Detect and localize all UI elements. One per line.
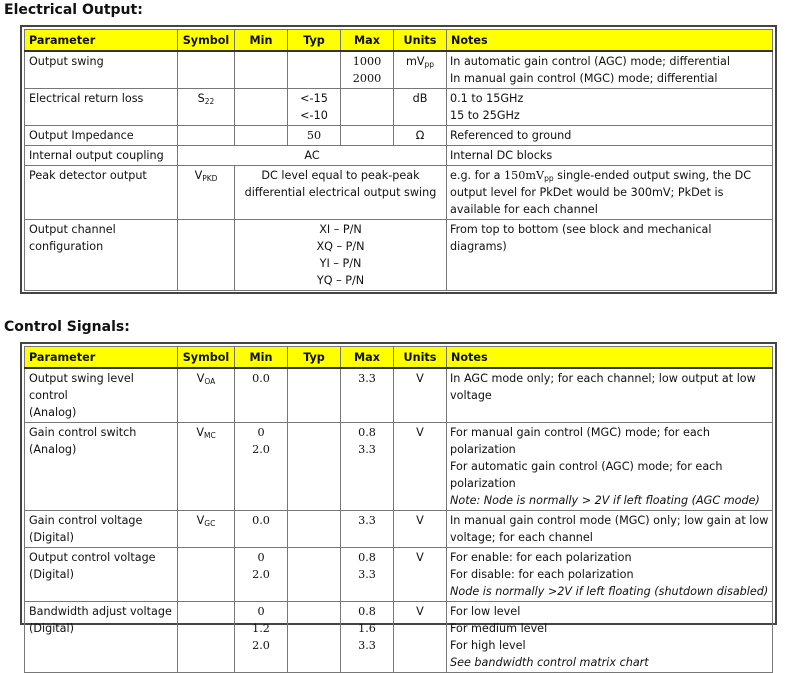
min-cell [235,51,288,89]
table-row [25,51,773,89]
typ-cell [288,511,341,548]
notes-cell [447,51,773,89]
units-cell: dB [394,89,447,126]
symbol-cell [178,51,235,89]
max-cell [341,423,394,511]
header-parameter: Parameter [25,347,178,369]
header-notes: Notes [447,347,773,369]
header-symbol: Symbol [178,30,235,52]
symbol-cell [178,368,235,423]
parameter-cell [25,548,178,602]
max-value: 0.8 [358,551,376,564]
parameter-line: Gain control switch [29,426,137,439]
units-cell: V [394,423,447,511]
typ-cell [288,548,341,602]
electrical-output-table-frame [20,25,777,294]
max-value: 3.3 [358,443,376,456]
note-line: 15 to 25GHz [450,109,520,122]
typ-cell [288,89,341,126]
units-cell: Ω [394,126,447,146]
table-row [25,126,773,146]
max-cell: 3.3 [341,368,394,423]
table-row [25,511,773,548]
parameter-line: (Digital) [29,622,75,635]
max-cell [341,126,394,146]
parameter-line: (Analog) [29,443,77,456]
symbol-base: V [196,372,205,385]
table-row [25,368,773,423]
units-cell: V [394,511,447,548]
notes-cell: In manual gain control mode (MGC) only; low gain at low voltage; for each channel [447,511,773,548]
symbol-subscript: MC [203,431,216,440]
symbol-cell [178,602,235,673]
header-units: Units [394,347,447,369]
symbol-cell [178,220,235,291]
value-line: YI – P/N [319,257,362,270]
notes-cell [447,166,773,220]
max-value: 1.6 [358,622,376,635]
symbol-subscript: OA [204,377,216,386]
typ-value: <-15 [300,92,328,105]
symbol-cell [178,423,235,511]
min-value: 1.2 [252,622,270,635]
units-base: mV [405,55,425,68]
value-line: YQ – P/N [316,274,365,287]
parameter-line: Gain control voltage [29,514,143,527]
note-subscript: pp [544,174,554,183]
typ-cell [288,423,341,511]
typ-cell [288,51,341,89]
min-cell [235,126,288,146]
max-cell [341,602,394,673]
parameter-cell: Electrical return loss [25,89,178,126]
units-cell: V [394,548,447,602]
notes-cell [447,423,773,511]
value-cell [235,166,447,220]
table-header-row [25,30,773,52]
parameter-cell [25,423,178,511]
notes-cell: Referenced to ground [447,126,773,146]
max-cell [341,548,394,602]
symbol-cell [178,89,235,126]
control-signals-table [24,346,773,673]
note-line: For disable: for each polarization [450,568,634,581]
parameter-line: Output swing level control [29,372,134,402]
note-italic: Node is normally >2V if left floating (shutdown disabled) [450,585,769,598]
electrical-output-table [24,29,773,291]
note-line: For low level [450,605,521,618]
parameter-cell: Internal output coupling [25,146,178,166]
symbol-cell [178,511,235,548]
parameter-line: (Digital) [29,568,75,581]
table-row [25,423,773,511]
table-header-row [25,347,773,369]
value-cell: AC [178,146,447,166]
note-italic: Note: Node is normally > 2V if left floating (AGC mode) [450,494,760,507]
table-row [25,146,773,166]
symbol-subscript: PKD [202,174,218,183]
notes-cell [447,602,773,673]
symbol-base: S [197,92,205,105]
symbol-base: V [196,426,204,439]
header-typ: Typ [288,347,341,369]
parameter-cell: Peak detector output [25,166,178,220]
note-line: For medium level [450,622,548,635]
table-row [25,166,773,220]
min-value: 0 [257,426,265,439]
typ-value: <-10 [300,109,328,122]
parameter-cell [25,368,178,423]
parameter-cell [25,602,178,673]
typ-cell [288,368,341,423]
table-row [25,548,773,602]
max-cell: 3.3 [341,511,394,548]
notes-cell [447,89,773,126]
min-cell [235,548,288,602]
value-line: differential electrical output swing [244,186,437,199]
header-min: Min [235,347,288,369]
min-value: 2.0 [252,639,270,652]
max-value: 0.8 [358,426,376,439]
header-units: Units [394,30,447,52]
header-max: Max [341,347,394,369]
max-cell [341,89,394,126]
symbol-cell [178,126,235,146]
header-typ: Typ [288,30,341,52]
note-line: 0.1 to 15GHz [450,92,524,105]
note-line: For high level [450,639,526,652]
min-value: 0 [257,551,265,564]
value-line: XI – P/N [319,223,362,236]
max-value: 0.8 [358,605,376,618]
header-max: Max [341,30,394,52]
note-line: In manual gain control (MGC) mode; differential [450,72,718,85]
parameter-line: Bandwidth adjust voltage [29,605,172,618]
header-parameter: Parameter [25,30,178,52]
header-notes: Notes [447,30,773,52]
notes-cell: From top to bottom (see block and mechanical diagrams) [447,220,773,291]
typ-cell [288,602,341,673]
parameter-cell: Output swing [25,51,178,89]
symbol-base: V [196,514,205,527]
max-value: 3.3 [358,568,376,581]
control-signals-table-frame [20,342,777,669]
symbol-subscript: GC [204,519,216,528]
note-line: For automatic gain control (AGC) mode; for each polarization [450,460,723,490]
units-cell [394,51,447,89]
min-cell [235,602,288,673]
min-cell: 0.0 [235,368,288,423]
note-text: e.g. for a [450,169,505,182]
note-text: single-ended output swing, the DC output level for PkDet would be 300mV; PkDet is available for each channel [450,169,752,216]
note-line: In automatic gain control (AGC) mode; differential [450,55,730,68]
max-value: 1000 [352,55,382,68]
notes-cell: In AGC mode only; for each channel; low output at low voltage [447,368,773,423]
symbol-cell [178,548,235,602]
value-line: XQ – P/N [316,240,365,253]
min-cell [235,423,288,511]
parameter-cell: Output Impedance [25,126,178,146]
max-value: 3.3 [358,639,376,652]
symbol-subscript: 22 [204,97,215,106]
parameter-line: Output control voltage [29,551,156,564]
min-cell [235,89,288,126]
note-italic: See bandwidth control matrix chart [450,656,649,669]
parameter-line: Output channel [29,223,116,236]
typ-cell: 50 [288,126,341,146]
table-row [25,220,773,291]
symbol-cell [178,166,235,220]
note-number: 150mV [504,169,545,182]
note-line: For enable: for each polarization [450,551,632,564]
value-cell [235,220,447,291]
units-cell: V [394,602,447,673]
control-signals-title: Control Signals: [4,319,130,335]
header-min: Min [235,30,288,52]
min-cell: 0.0 [235,511,288,548]
value-line: DC level equal to peak-peak [261,169,420,182]
parameter-line: (Digital) [29,531,75,544]
notes-cell: Internal DC blocks [447,146,773,166]
parameter-line: configuration [29,240,104,253]
units-cell: V [394,368,447,423]
symbol-base: V [194,169,203,182]
header-symbol: Symbol [178,347,235,369]
max-value: 2000 [352,72,382,85]
min-value: 2.0 [252,568,270,581]
parameter-line: (Analog) [29,406,77,419]
min-value: 0 [257,605,265,618]
max-cell [341,51,394,89]
table-row [25,89,773,126]
parameter-cell [25,511,178,548]
notes-cell [447,548,773,602]
note-line: For manual gain control (MGC) mode; for each polarization [450,426,710,456]
table-row [25,602,773,673]
electrical-output-title: Electrical Output: [4,2,143,18]
parameter-cell [25,220,178,291]
units-subscript: pp [424,60,435,69]
min-value: 2.0 [252,443,270,456]
